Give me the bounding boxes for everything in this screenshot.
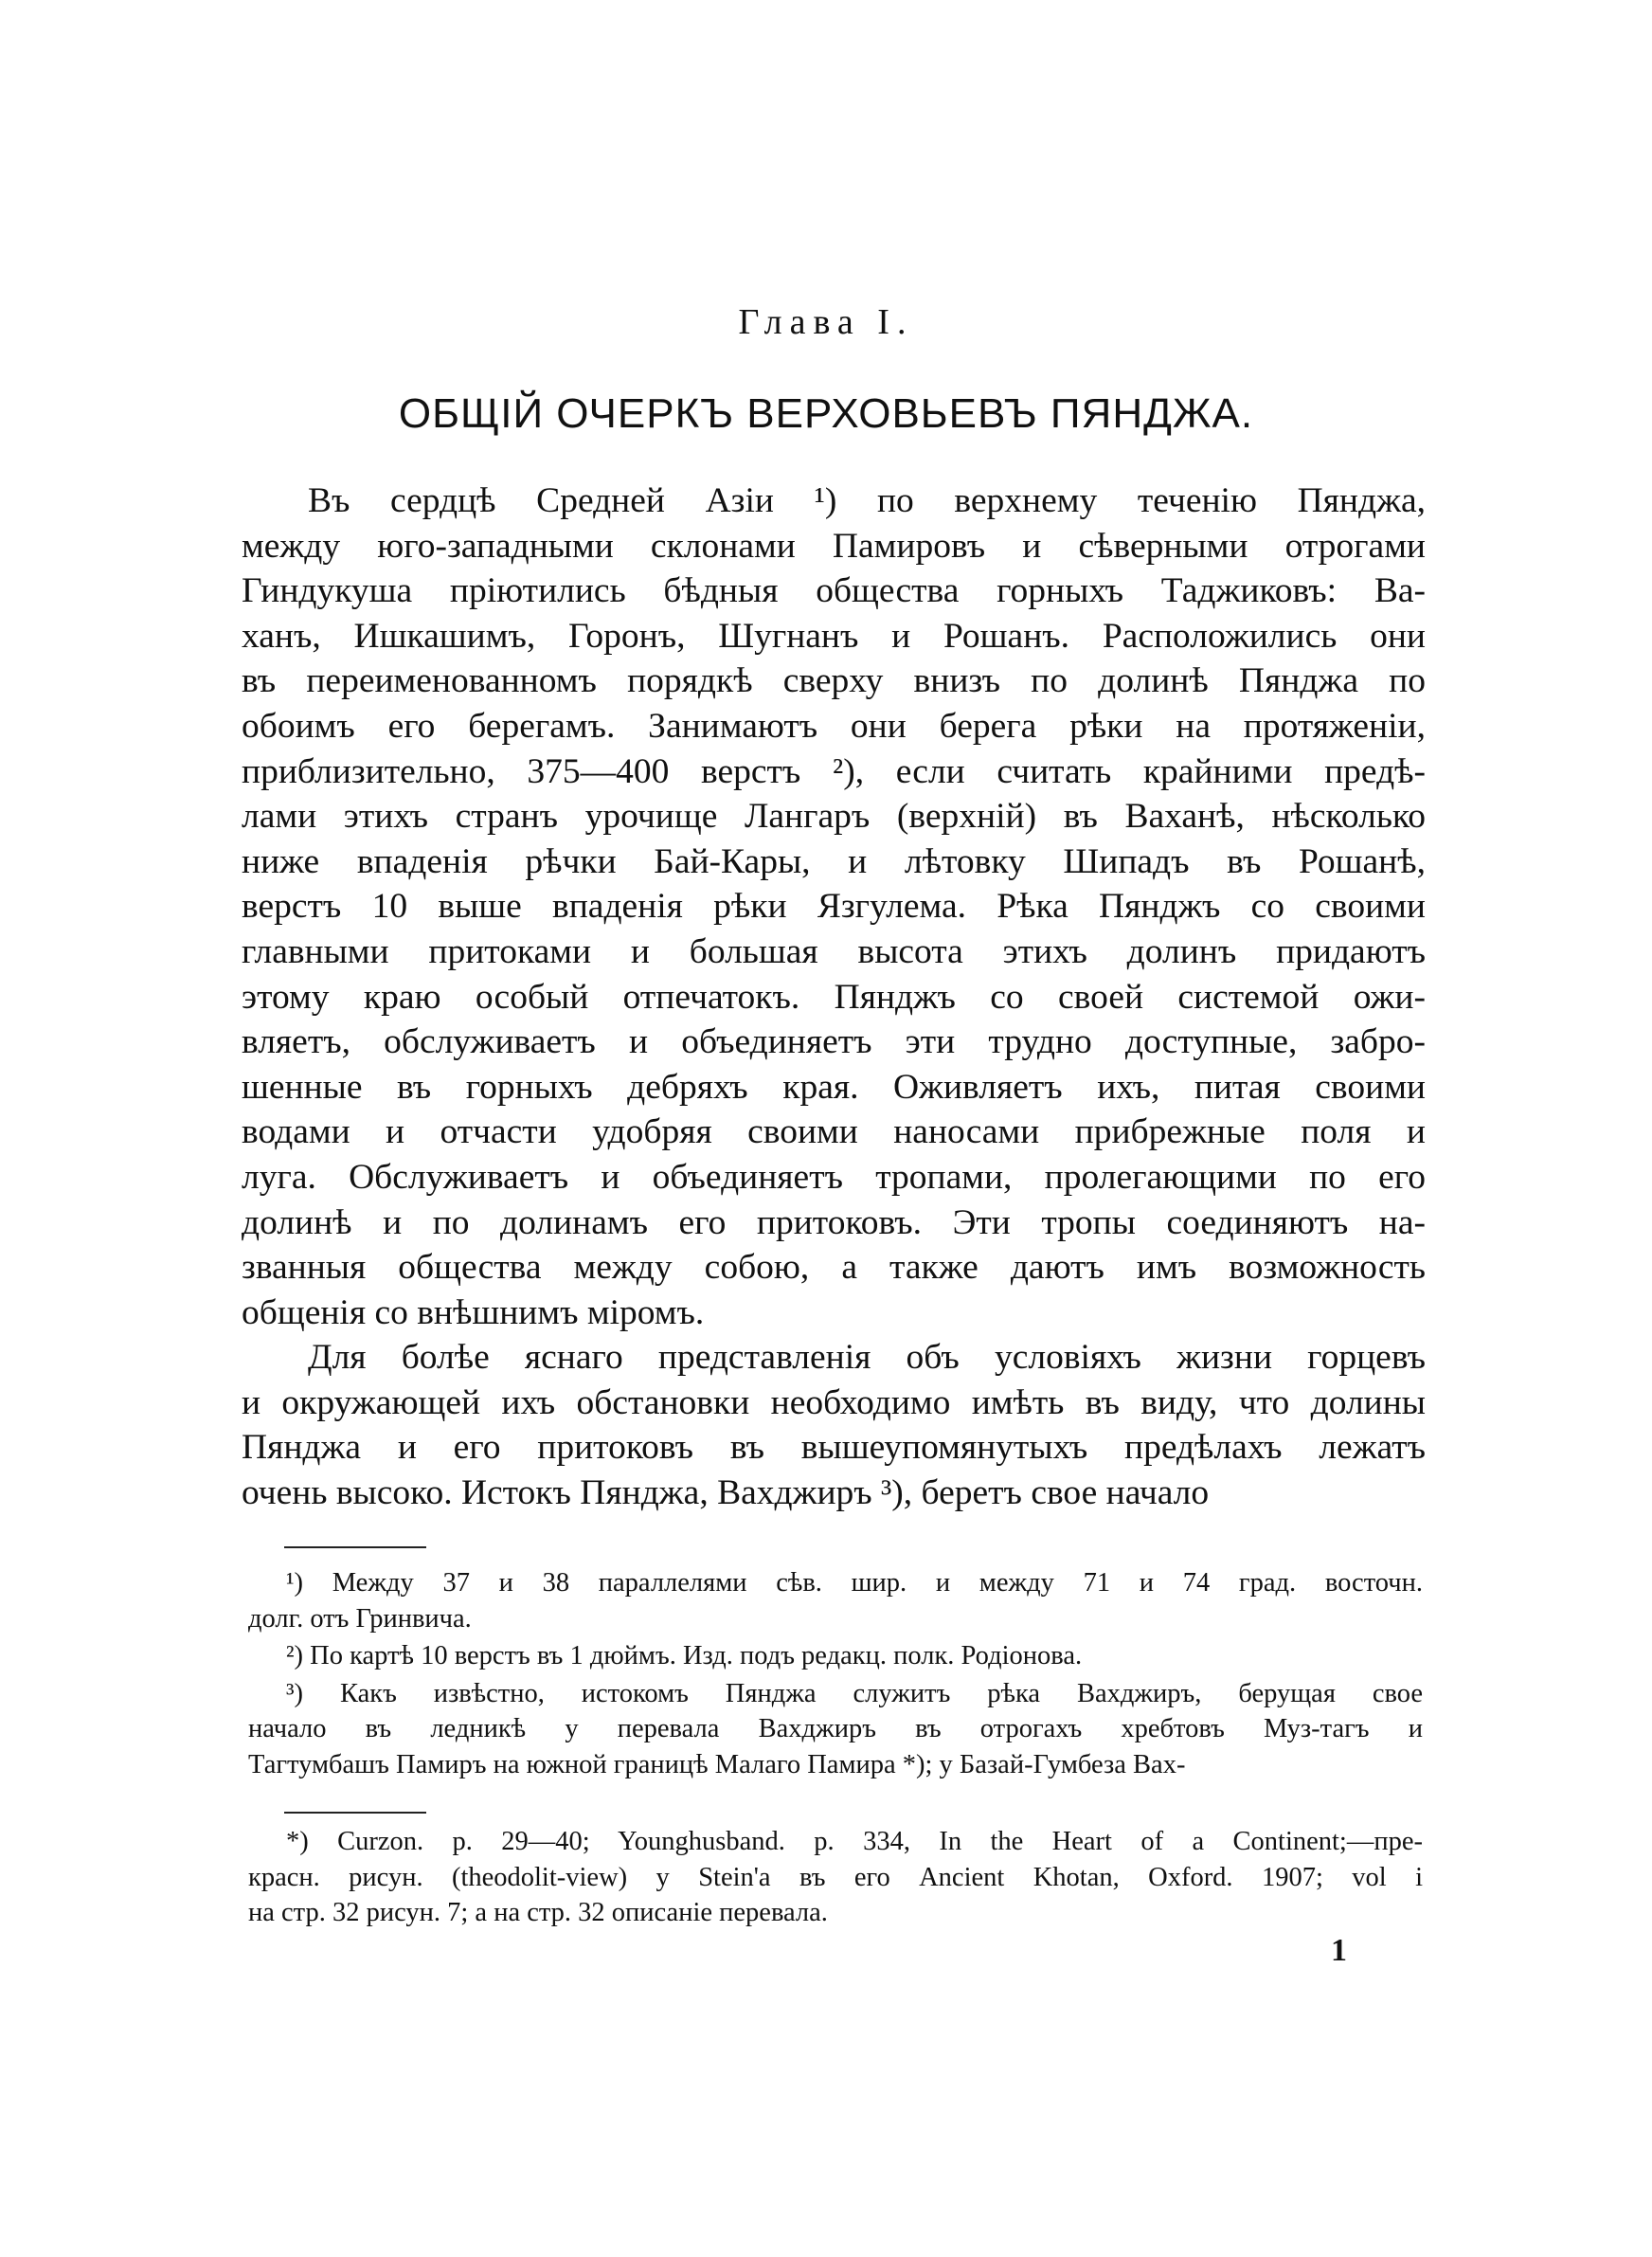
paragraph-1 [242,478,1426,1335]
text-line: ниже впаденія рѣчки Бай-Кары, и лѣтовку Шипадъ въ Рошанѣ, [242,841,1426,881]
footnote-3 [248,1676,1423,1783]
chapter-title: ОБЩІЙ ОЧЕРКЪ ВЕРХОВЬЕВЪ ПЯНДЖА. [398,390,1254,437]
text-line: Гиндукуша пріютились бѣдныя общества горныхъ Таджиковъ: Ва- [242,571,1426,611]
text-line: долг. отъ Гринвича. [248,1603,472,1634]
text-line: ³) Какъ извѣстно, истокомъ Пянджа служитъ рѣка Вахджиръ, берущая свое [286,1678,1423,1708]
text-line: Пянджа и его притоковъ въ вышеупомянутыхъ предѣлахъ лежатъ [242,1428,1426,1468]
text-line: ханъ, Ишкашимъ, Горонъ, Шугнанъ и Рошанъ. Расположились они [242,616,1426,656]
text-line: на стр. 32 рисун. 7; а на стр. 32 описаніе перевала. [248,1898,828,1927]
text-line: ¹) Между 37 и 38 параллелями сѣв. шир. и между 71 и 74 град. восточн. [286,1568,1423,1598]
text-line: очень высоко. Истокъ Пянджа, Вахджиръ ³), беретъ свое начало [242,1473,1210,1513]
text-line: ²) По картѣ 10 верстъ въ 1 дюймъ. Изд. подъ редакц. полк. Родіонова. [286,1641,1083,1670]
text-line: общенія со внѣшнимъ міромъ. [242,1292,705,1332]
text-line: Въ сердцѣ Средней Азіи ¹) по верхнему теченію Пянджа, [308,481,1426,520]
text-line: Тагтумбашъ Памиръ на южной границѣ Малаго Памира *); у Базай-Гумбеза Вах- [248,1749,1186,1779]
chapter-label: Глава I. [738,302,914,342]
text-line: въ переименованномъ порядкѣ сверху внизъ по долинѣ Пянджа по [242,661,1426,701]
text-line: водами и отчасти удобряя своими наносами прибрежные поля и [242,1112,1426,1152]
text-line: обоимъ его берегамъ. Занимаютъ они берега рѣки на протяженіи, [242,706,1426,746]
text-line: шенные въ горныхъ дебряхъ края. Оживляетъ ихъ, питая своими [242,1067,1426,1107]
footnote-divider [284,1546,426,1548]
text-line: Для болѣе яснаго представленія объ условіяхъ жизни горцевъ [308,1338,1426,1378]
paragraph-2 [242,1335,1426,1515]
subnote [248,1824,1423,1931]
text-line: *) Curzon. p. 29—40; Younghusband. p. 334, In the Heart of a Continent;—пре- [286,1827,1423,1856]
text-line: верстъ 10 выше впаденія рѣки Язгулема. Рѣка Пянджъ со своими [242,887,1426,927]
text-line: луга. Обслуживаетъ и объединяетъ тропами, пролегающими по его [242,1157,1426,1197]
text-line: приблизительно, 375—400 верстъ ²), если считать крайними предѣ- [242,751,1426,791]
footnote-2 [248,1638,1423,1674]
footnote-1 [248,1565,1423,1636]
text-line: начало въ ледникѣ у перевала Вахджиръ въ отрогахъ хребтовъ Муз-тагъ и [248,1714,1423,1743]
text-line: вляетъ, обслуживаетъ и объединяетъ эти трудно доступные, забро- [242,1022,1426,1062]
footnotes [248,1565,1423,1784]
body-text [242,478,1426,1516]
text-line: красн. рисун. (theodolit-view) у Stein'a въ его Ancient Khotan, Oxford. 1907; vol i [248,1862,1423,1892]
text-line: главными притоками и большая высота этихъ долинъ придаютъ [242,931,1426,971]
subnote-divider [284,1812,426,1814]
page-number: 1 [1331,1933,1347,1968]
text-line: между юго-западными склонами Памировъ и сѣверными отрогами [242,526,1426,566]
text-line: этому краю особый отпечатокъ. Пянджъ со своей системой ожи- [242,977,1426,1017]
text-line: и окружающей ихъ обстановки необходимо имѣть въ виду, что долины [242,1382,1426,1422]
text-line: званныя общества между собою, а также даютъ имъ возможность [242,1248,1426,1288]
text-line: лами этихъ странъ урочище Лангаръ (верхній) въ Ваханѣ, нѣсколько [242,797,1426,837]
text-line: долинѣ и по долинамъ его притоковъ. Эти тропы соединяютъ на- [242,1202,1426,1242]
